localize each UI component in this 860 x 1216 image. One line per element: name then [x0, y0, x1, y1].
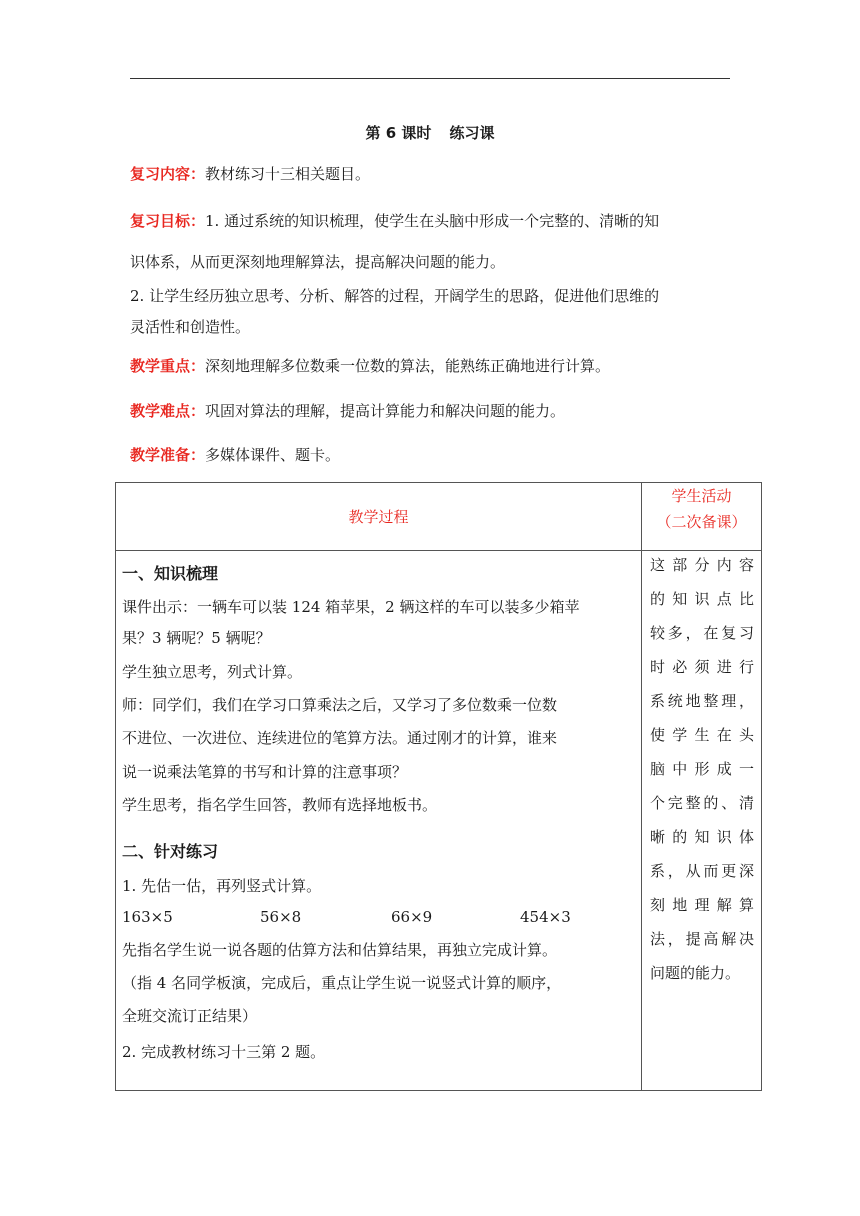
s1-line: 学生独立思考，列式计算。: [122, 663, 303, 681]
activity-header: [642, 483, 762, 551]
side-note-line: 时必须进行: [650, 658, 754, 676]
expression: 66×9: [391, 908, 433, 926]
side-note-line: 个完整的、清: [650, 794, 754, 812]
s2-item1: 1. 先估一估，再列竖式计算。: [122, 877, 322, 895]
key-point-label: 教学重点：: [130, 357, 206, 375]
review-goal-1-line1: 1. 通过系统的知识梳理，使学生在头脑中形成一个完整的、清晰的知: [205, 212, 660, 230]
side-note-line: 这部分内容: [650, 556, 754, 574]
s1-line: 说一说乘法笔算的书写和计算的注意事项？: [122, 763, 408, 781]
header-rule: [130, 78, 730, 79]
review-content: [130, 163, 370, 184]
activity-header-line2: （二次备课）: [656, 513, 747, 531]
process-header: 教学过程: [116, 483, 642, 551]
side-note-line: 的知识点比: [650, 590, 754, 608]
expression: 56×8: [260, 908, 302, 926]
expression: 163×5: [122, 908, 173, 926]
process-content: [116, 551, 642, 1091]
side-note-line: 系，从而更深: [650, 862, 754, 880]
review-goal: [130, 210, 659, 231]
section-targeted-practice: 二、针对练习: [122, 842, 219, 861]
s1-line: 课件出示：一辆车可以装 124 箱苹果，2 辆这样的车可以装多少箱苹: [122, 598, 580, 616]
side-note-line: 系统地整理，: [650, 692, 754, 710]
s1-line: 学生思考，指名学生回答，教师有选择地板书。: [122, 796, 438, 814]
review-content-label: 复习内容：: [130, 165, 206, 183]
review-goal-1-line2: 识体系，从而更深刻地理解算法，提高解决问题的能力。: [130, 253, 506, 271]
preparation-text: 多媒体课件、题卡。: [205, 446, 341, 464]
side-note-line: 脑中形成一: [650, 760, 754, 778]
review-goal-2-line1: 2. 让学生经历独立思考、分析、解答的过程，开阔学生的思路，促进他们思维的: [130, 287, 660, 305]
review-goal-2-line2: 灵活性和创造性。: [130, 318, 251, 336]
expression: 454×3: [520, 908, 571, 926]
activity-notes: [642, 551, 762, 1091]
side-note-line: 问题的能力。: [650, 964, 741, 982]
s1-line: 师：同学们，我们在学习口算乘法之后，又学习了多位数乘一位数: [122, 696, 558, 714]
lesson-name: 练习课: [449, 124, 495, 142]
review-content-text: 教材练习十三相关题目。: [205, 165, 371, 183]
s2-line: 先指名学生说一说各题的估算方法和估算结果，再独立完成计算。: [122, 941, 558, 959]
section-knowledge-review: 一、知识梳理: [122, 564, 219, 583]
side-note-line: 较多，在复习: [650, 624, 754, 642]
key-point: [130, 355, 610, 376]
side-note-line: 晰的知识体: [650, 828, 754, 846]
side-note-line: 使学生在头: [650, 726, 754, 744]
teaching-process-table: [115, 482, 762, 1091]
s2-line: （指 4 名同学板演，完成后，重点让学生说一说竖式计算的顺序，: [122, 974, 562, 992]
s1-line: 果？3 辆呢？5 辆呢？: [122, 629, 271, 647]
difficulty: [130, 400, 565, 421]
s2-line: 2. 完成教材练习十三第 2 题。: [122, 1043, 326, 1061]
lesson-title: [0, 122, 860, 143]
difficulty-text: 巩固对算法的理解，提高计算能力和解决问题的能力。: [205, 402, 566, 420]
review-goal-label: 复习目标：: [130, 212, 206, 230]
side-note-line: 法，提高解决: [650, 930, 754, 948]
s2-line: 全班交流订正结果）: [122, 1007, 258, 1025]
key-point-text: 深刻地理解多位数乘一位数的算法，能熟练正确地进行计算。: [205, 357, 611, 375]
preparation: [130, 444, 340, 465]
lesson-number: 第 6 课时: [365, 124, 432, 142]
side-note-line: 刻地理解算: [650, 896, 754, 914]
preparation-label: 教学准备：: [130, 446, 206, 464]
s1-line: 不进位、一次进位、连续进位的笔算方法。通过刚才的计算，谁来: [122, 729, 558, 747]
activity-header-line1: 学生活动: [671, 487, 732, 505]
difficulty-label: 教学难点：: [130, 402, 206, 420]
